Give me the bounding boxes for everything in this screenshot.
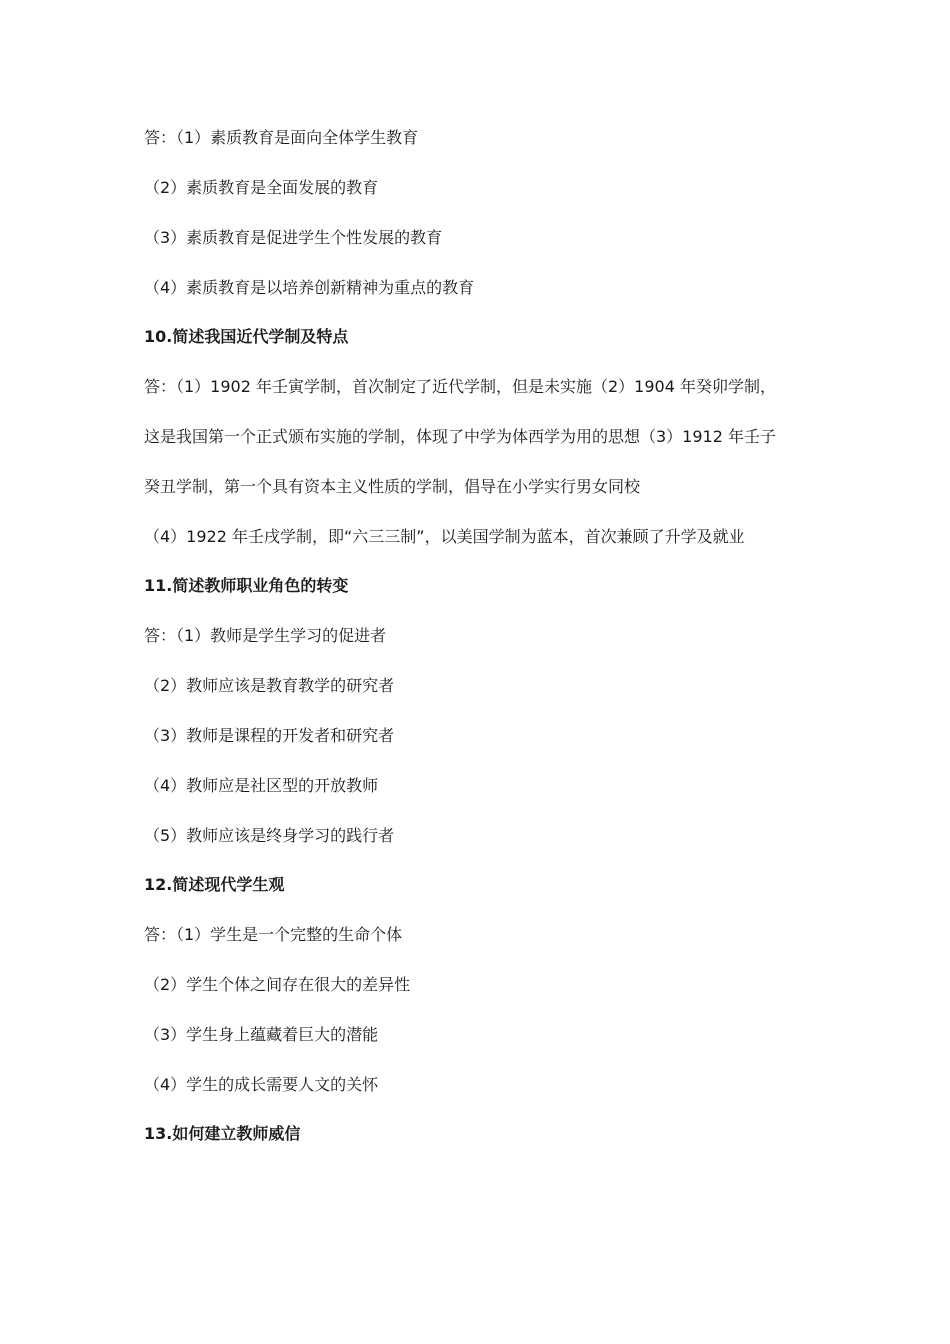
answer-line: （3）学生身上蕴藏着巨大的潜能 — [144, 1025, 379, 1044]
question-heading: 10.简述我国近代学制及特点 — [144, 327, 349, 346]
question-heading: 13.如何建立教师威信 — [144, 1124, 301, 1143]
answer-line: （4）1922 年壬戌学制，即“六三三制”，以美国学制为蓝本，首次兼顾了升学及就业 — [144, 527, 745, 546]
answer-line: （2）素质教育是全面发展的教育 — [144, 178, 379, 197]
answer-line: （4）教师应是社区型的开放教师 — [144, 776, 379, 795]
answer-line: （4）学生的成长需要人文的关怀 — [144, 1075, 379, 1094]
answer-line: 答：（1）学生是一个完整的生命个体 — [144, 925, 403, 944]
answer-line: 这是我国第一个正式颁布实施的学制，体现了中学为体西学为用的思想（3）1912 年壬子 — [144, 427, 776, 446]
answer-line: 答：（1）素质教育是面向全体学生教育 — [144, 128, 419, 147]
answer-line: （2）学生个体之间存在很大的差异性 — [144, 975, 411, 994]
answer-line: （3）素质教育是促进学生个性发展的教育 — [144, 228, 443, 247]
answer-line: 答：（1）1902 年壬寅学制，首次制定了近代学制，但是未实施（2）1904 年癸卯学制， — [144, 377, 776, 396]
answer-line: （4）素质教育是以培养创新精神为重点的教育 — [144, 278, 475, 297]
question-heading: 12.简述现代学生观 — [144, 875, 285, 894]
answer-line: （5）教师应该是终身学习的践行者 — [144, 826, 395, 845]
answer-line: （3）教师是课程的开发者和研究者 — [144, 726, 395, 745]
question-heading: 11.简述教师职业角色的转变 — [144, 576, 349, 595]
answer-line: （2）教师应该是教育教学的研究者 — [144, 676, 395, 695]
answer-line: 答：（1）教师是学生学习的促进者 — [144, 626, 387, 645]
answer-line: 癸丑学制，第一个具有资本主义性质的学制，倡导在小学实行男女同校 — [144, 477, 641, 496]
